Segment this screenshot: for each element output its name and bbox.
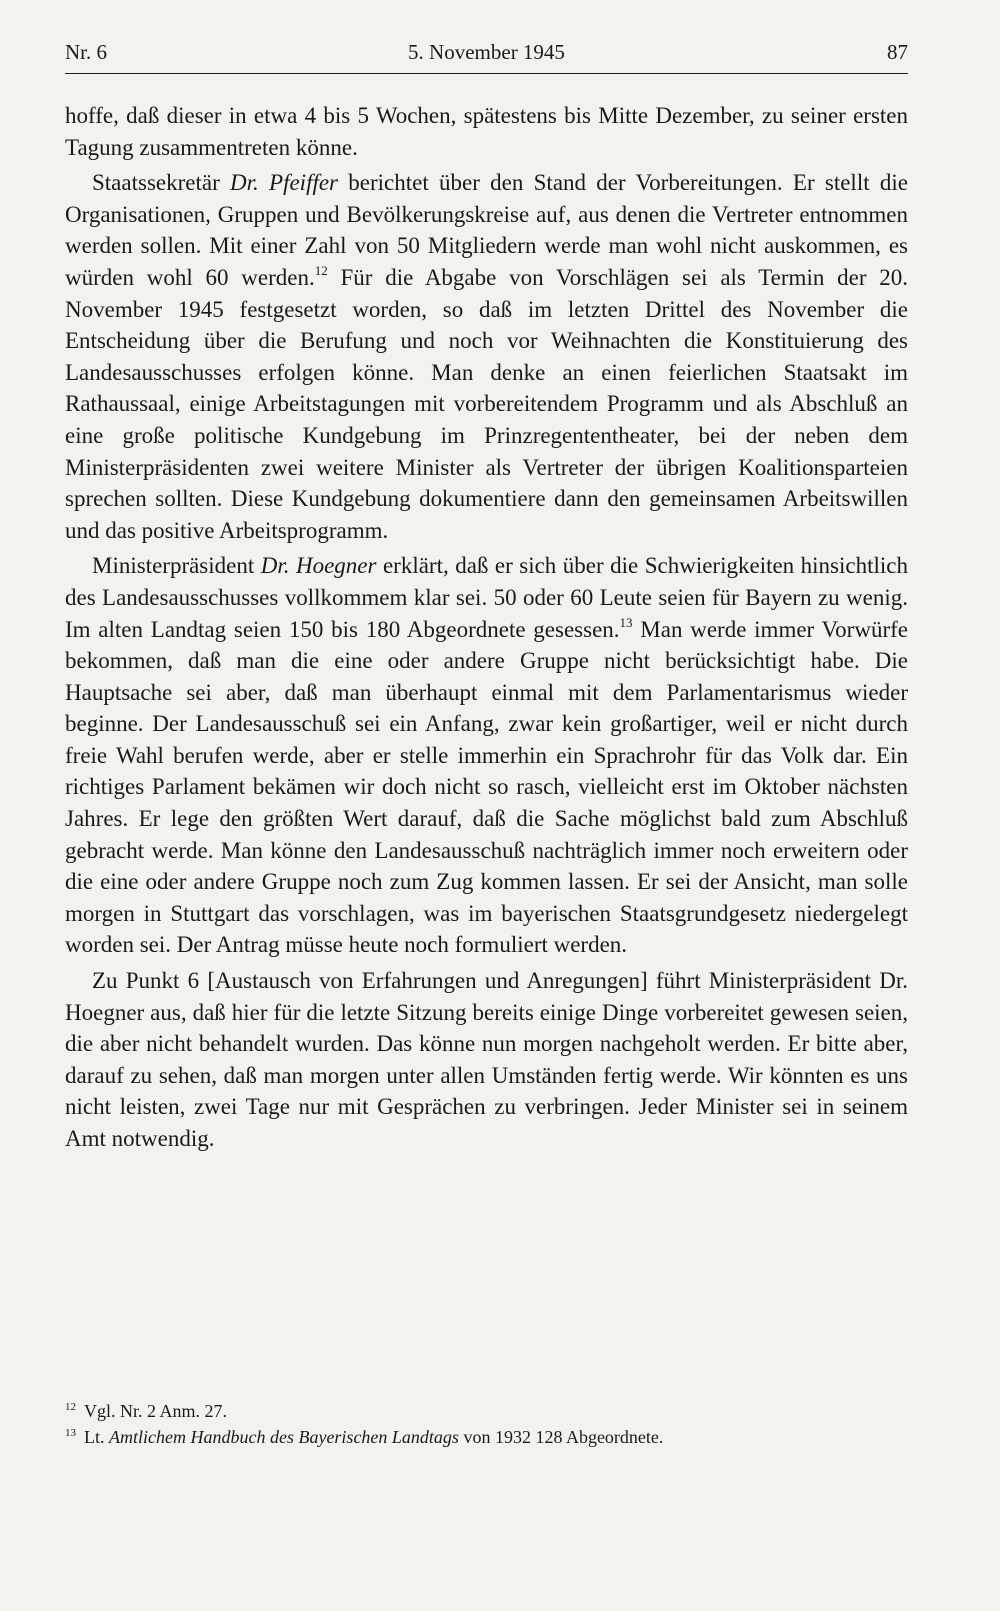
handbook-title: Amtlichem Handbuch des Bayerischen Landtags	[109, 1427, 459, 1447]
footnote-12: $^{12}$ Vgl. Nr. 2 Anm. 27.	[65, 1401, 228, 1421]
paragraph-3: Ministerpräsident Dr. Hoegner erklärt, daß er sich über die Schwierigkeiten hinsichtlich des Landesausschusses vollkommem klar sei. 50 oder 60 Leute seien für Bayern zu wenig. Im alten Landtag seien 150 bis 180 Abgeordnete gesessen.$^{13}$ Man werde immer Vorwürfe bekommen, daß man die eine oder andere Gruppe nicht berücksichtigt habe. Die Hauptsache sei aber, daß man überhaupt einmal mit dem Parlamentarismus wieder beginne. Der Landesausschuß sei ein Anfang, zwar kein großartiger, weil er nicht durch freie Wahl berufen werde, aber er stelle immerhin ein Sprachrohr für das Volk dar. Ein richtiges Parlament bekämen wir doch nicht so rasch, vielleicht erst im Oktober nächsten Jahres. Er lege den größten Wert darauf, daß die Sache möglichst bald zum Abschluß gebracht werde. Man könne den Landesausschuß nachträglich immer noch erweitern oder die eine oder andere Gruppe noch zum Zug kommen lassen. Er sei der Ansicht, man solle morgen in Stuttgart das vorschlagen, was im bayerischen Staatsgrundgesetz niedergelegt worden sei. Der Antrag müsse heute noch formuliert werden.	[65, 553, 908, 958]
body-text	[65, 100, 908, 1155]
footnotes	[65, 1398, 908, 1450]
footnote-number: 13	[65, 1427, 76, 1439]
paragraph-2: Staatssekretär Dr. Pfeiffer berichtet über den Stand der Vorbereitungen. Er stellt die Organisationen, Gruppen und Bevölkerungskreise auf, aus denen die Vertreter entnommen werden sollen. Mit einer Zahl von 50 Mitgliedern werde man wohl nicht auskommen, es würden wohl 60 werden.$^{12}$ Für die Abgabe von Vorschlägen sei als Termin der 20. November 1945 festgesetzt worden, so daß im letzten Drittel des November die Entscheidung über die Berufung und noch vor Weihnachten die Konstituierung des Landesausschusses erfolgen könne. Man denke an einen feierlichen Staatsakt im Rathaussaal, einige Arbeitstagungen mit vorbereitendem Programm und als Abschluß an eine große politische Kundgebung im Prinzregententheater, bei der neben dem Ministerpräsidenten zwei weitere Minister als Vertreter der übrigen Koalitionsparteien sprechen sollten. Diese Kundgebung dokumentiere dann den gemeinsamen Arbeitswillen und das positive Arbeitsprogramm.	[65, 170, 908, 543]
speaker-pfeiffer: Dr. Pfeiffer	[230, 170, 339, 196]
issue-number: Nr. 6	[65, 40, 107, 64]
running-header	[65, 40, 908, 74]
footnote-number: 12	[65, 1401, 76, 1413]
footnote-13: $^{13}$ Lt. Amtlichem Handbuch des Bayerischen Landtags von 1932 128 Abgeordnete.	[65, 1427, 664, 1447]
footnote-ref-12[interactable]: 12	[314, 262, 328, 278]
footnote-ref-13[interactable]: 13	[619, 614, 633, 630]
header-date: 5. November 1945	[408, 40, 565, 64]
paragraph-4: Zu Punkt 6 [Austausch von Erfahrungen und Anregungen] führt Ministerpräsident Dr. Hoegner aus, daß hier für die letzte Sitzung bereits einige Dinge vorbereitet gewesen seien, die aber nicht behandelt wurden. Das könne nun morgen nachgeholt werden. Er bitte aber, darauf zu sehen, daß man morgen unter allen Umständen fertig werde. Wir könnten es uns nicht leisten, zwei Tage nur mit Gesprächen zu verbringen. Jeder Minister sei in seinem Amt notwendig.	[65, 968, 908, 1151]
speaker-hoegner: Dr. Hoegner	[260, 553, 377, 579]
paragraph-1: hoffe, daß dieser in etwa 4 bis 5 Wochen, spätestens bis Mitte Dezember, zu seiner ersten Tagung zusammentreten könne.	[65, 103, 908, 160]
page	[65, 40, 908, 1159]
page-number: 87	[887, 40, 908, 64]
